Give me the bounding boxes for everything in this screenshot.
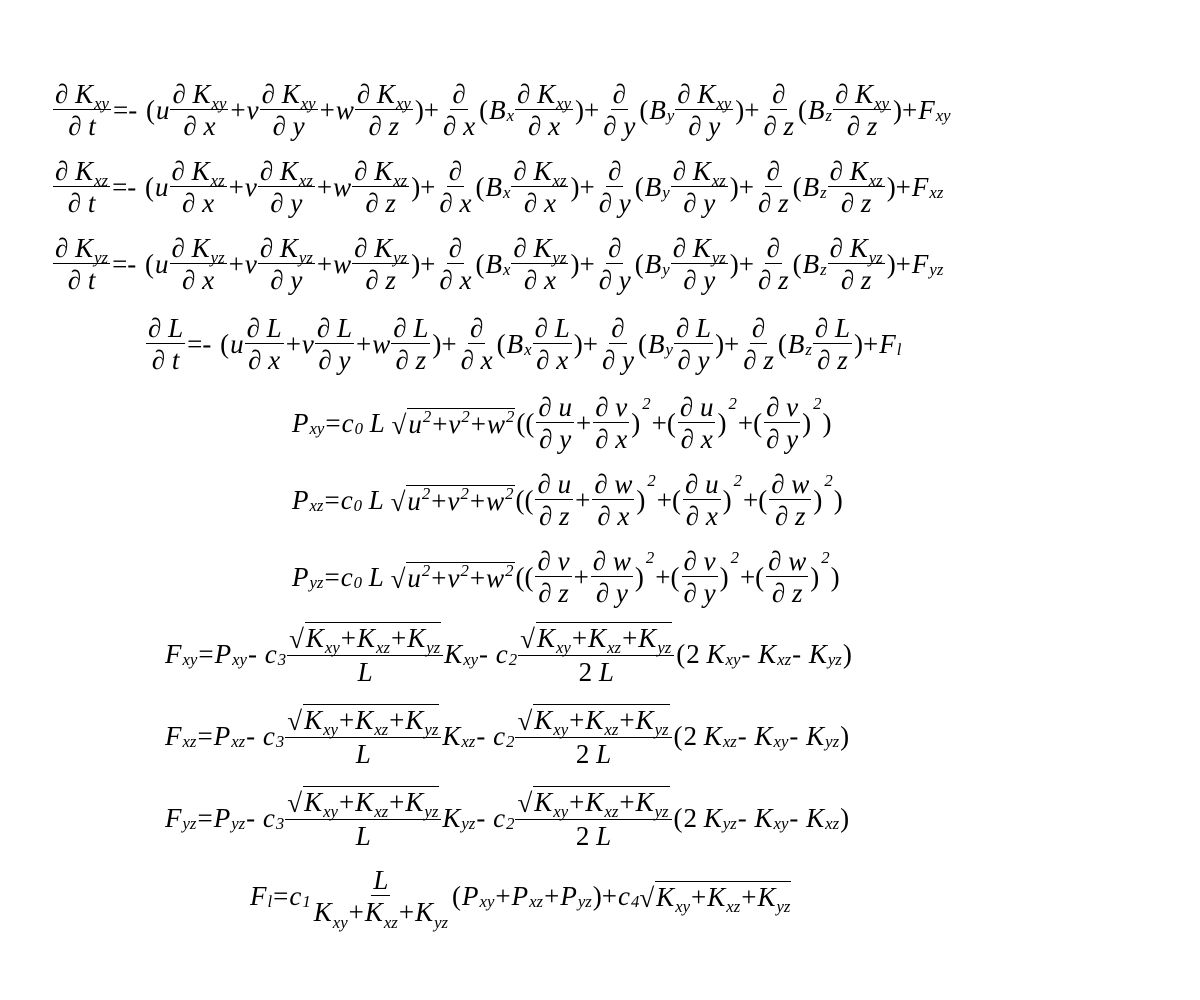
equation-fl: F l = c 1 $\frac{L}{K_{xy}+K_{xz}+K_{yz}}$ ( P xy + P xz + P yz )+ c 4 √ $K_{xy}+K_{xz}+K_{yz}$ bbox=[250, 865, 791, 932]
equation-fyz: F yz = P yz - c 3 √ $K_{xy}+K_{xz}+K_{yz}$ L K yz - c 2 √ $K_{xy}+K_{xz}+K_{yz}$ 2 L ( 2 K yz - K xy - K xz ) bbox=[165, 787, 850, 851]
equation-pxz: P xz = c 0 L √ $u^2+v^2+w^2$ (( $\frac{\partial u}{\partial z}$ + $\frac{\partial w}{\partial x}$ ) 2 +( $\frac{\partial u}{\partial x}$ ) 2 +( $\frac{\partial w}{\partial z}$ ) 2 ) bbox=[292, 469, 843, 532]
equation-dkxz-dt: $\frac{\partial K_{xz}}{\partial t}$ =- ( u $\frac{\partial K_{xz}}{\partial x}$ + v $\frac{\partial K_{xz}}{\partial y}$ + w $\frac{\partial K_{xz}}{\partial z}$ )+ $\frac{\partial}{\partial x}$ ( B x $\frac{\partial K_{xz}}{\partial x}$ )+ $\frac{\partial}{\partial y}$ ( B y $\frac{\partial K_{xz}}{\partial y}$ )+ $\frac{\partial}{\partial z}$ ( B z $\frac{\partial K_{xz}}{\partial z}$ )+ F xz bbox=[55, 156, 944, 219]
equation-fxz: F xz = P xz - c 3 √ $K_{xy}+K_{xz}+K_{yz}$ L K xz - c 2 √ $K_{xy}+K_{xz}+K_{yz}$ 2 L ( 2 K xz - K xy - K yz ) bbox=[165, 705, 850, 769]
equation-pyz: P yz = c 0 L √ $u^2+v^2+w^2$ (( $\frac{\partial v}{\partial z}$ + $\frac{\partial w}{\partial y}$ ) 2 +( $\frac{\partial v}{\partial y}$ ) 2 +( $\frac{\partial w}{\partial z}$ ) 2 ) bbox=[292, 546, 840, 609]
equation-dkyz-dt: $\frac{\partial K_{yz}}{\partial t}$ =- ( u $\frac{\partial K_{yz}}{\partial x}$ + v $\frac{\partial K_{yz}}{\partial y}$ + w $\frac{\partial K_{yz}}{\partial z}$ )+ $\frac{\partial}{\partial x}$ ( B x $\frac{\partial K_{yz}}{\partial x}$ )+ $\frac{\partial}{\partial y}$ ( B y $\frac{\partial K_{yz}}{\partial y}$ )+ $\frac{\partial}{\partial z}$ ( B z $\frac{\partial K_{yz}}{\partial z}$ )+ F yz bbox=[55, 233, 944, 296]
equation-fxy: F xy = P xy - c 3 √ $K_{xy}+K_{xz}+K_{yz}$ L K xy - c 2 √ $K_{xy}+K_{xz}+K_{yz}$ 2 L ( 2 K xy - K xz - K yz ) bbox=[165, 623, 852, 687]
equation-pxy: P xy = c 0 L √ $u^2+v^2+w^2$ (( $\frac{\partial u}{\partial y}$ + $\frac{\partial v}{\partial x}$ ) 2 +( $\frac{\partial u}{\partial x}$ ) 2 +( $\frac{\partial v}{\partial y}$ ) 2 ) bbox=[292, 392, 832, 455]
equation-dl-dt: $\frac{\partial L}{\partial t}$ =- ( u $\frac{\partial L}{\partial x}$ + v $\frac{\partial L}{\partial y}$ + w $\frac{\partial L}{\partial z}$ )+ $\frac{\partial}{\partial x}$ ( B x $\frac{\partial L}{\partial x}$ )+ $\frac{\partial}{\partial y}$ ( B y $\frac{\partial L}{\partial y}$ )+ $\frac{\partial}{\partial z}$ ( B z $\frac{\partial L}{\partial z}$ )+ F l bbox=[148, 313, 902, 376]
equation-dkxy-dt: $\frac{\partial K_{xy}}{\partial t}$ =- ( u $\frac{\partial K_{xy}}{\partial x}$ + v $\frac{\partial K_{xy}}{\partial y}$ + w $\frac{\partial K_{xy}}{\partial z}$ )+ $\frac{\partial}{\partial x}$ ( B x $\frac{\partial K_{xy}}{\partial x}$ )+ $\frac{\partial}{\partial y}$ ( B y $\frac{\partial K_{xy}}{\partial y}$ )+ $\frac{\partial}{\partial z}$ ( B z $\frac{\partial K_{xy}}{\partial z}$ )+ F xy bbox=[55, 79, 951, 142]
